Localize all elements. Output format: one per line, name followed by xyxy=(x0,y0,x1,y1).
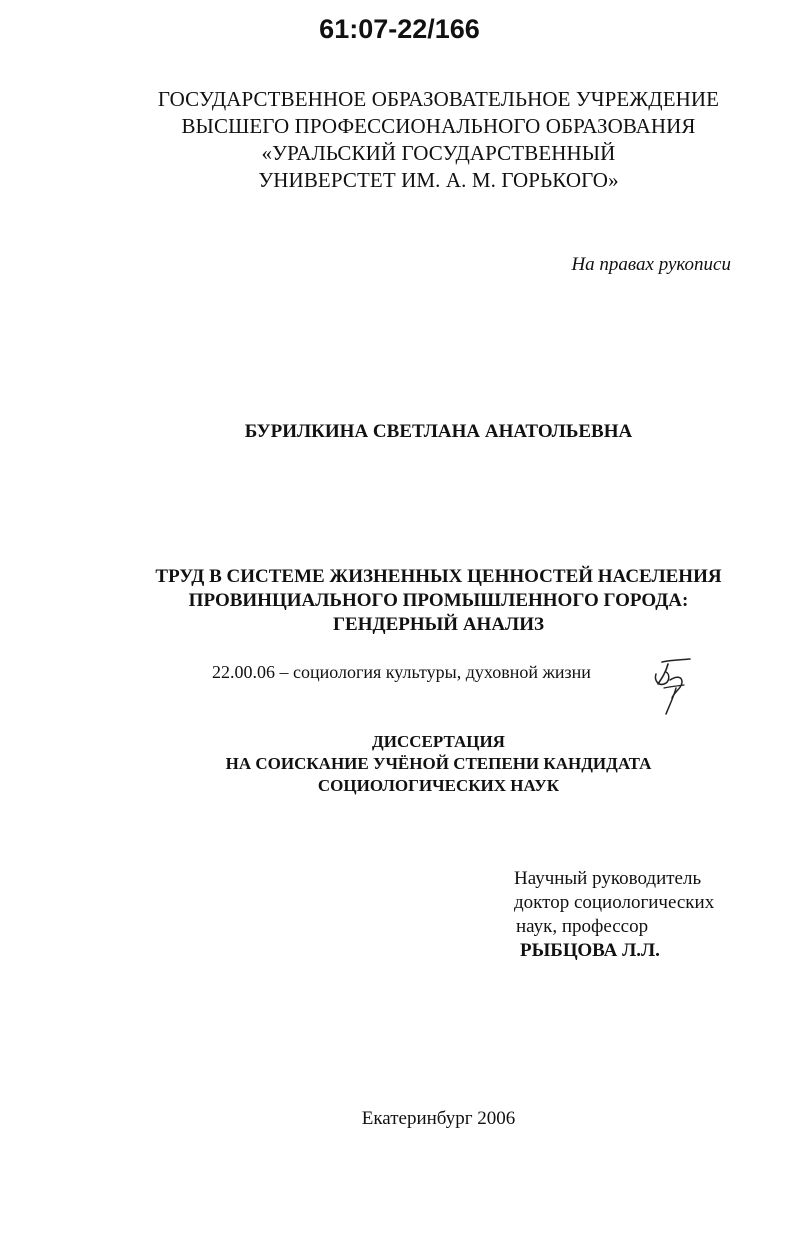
degree-line: НА СОИСКАНИЕ УЧЁНОЙ СТЕПЕНИ КАНДИДАТА xyxy=(225,754,652,773)
title-line: ПРОВИНЦИАЛЬНОГО ПРОМЫШЛЕННОГО ГОРОДА: xyxy=(188,590,689,611)
city-year: Екатеринбург 2006 xyxy=(361,1108,516,1129)
supervisor-degree-line: доктор социологических xyxy=(514,892,715,913)
institution-line: УНИВЕРСТЕТ ИМ. А. М. ГОРЬКОГО» xyxy=(258,168,619,192)
title-line: ТРУД В СИСТЕМЕ ЖИЗНЕННЫХ ЦЕННОСТЕЙ НАСЕЛЕНИЯ xyxy=(155,566,722,587)
dissertation-title xyxy=(0,565,793,637)
degree-line: ДИССЕРТАЦИЯ xyxy=(372,732,505,751)
supervisor-degree-line: наук, профессор xyxy=(516,916,649,937)
catalog-stamp: 61:07-22/166 xyxy=(319,14,480,44)
degree-line: СОЦИОЛОГИЧЕСКИХ НАУК xyxy=(317,776,560,795)
supervisor-name: РЫБЦОВА Л.Л. xyxy=(520,940,660,961)
author-name: БУРИЛКИНА СВЕТЛАНА АНАТОЛЬЕВНА xyxy=(244,421,633,442)
specialty-code: 22.00.06 – социология культуры, духовной жизни xyxy=(212,662,591,682)
institution-line: «УРАЛЬСКИЙ ГОСУДАРСТВЕННЫЙ xyxy=(261,141,616,165)
supervisor-block xyxy=(514,867,714,963)
dissertation-degree-block xyxy=(0,731,793,797)
title-line: ГЕНДЕРНЫЙ АНАЛИЗ xyxy=(332,614,545,635)
institution-header xyxy=(0,86,793,194)
handwritten-signature-icon xyxy=(648,654,694,720)
manuscript-rights-note: На правах рукописи xyxy=(571,254,731,275)
institution-line: ВЫСШЕГО ПРОФЕССИОНАЛЬНОГО ОБРАЗОВАНИЯ xyxy=(181,114,696,138)
supervisor-role: Научный руководитель xyxy=(514,868,702,889)
institution-line: ГОСУДАРСТВЕННОЕ ОБРАЗОВАТЕЛЬНОЕ УЧРЕЖДЕНИЕ xyxy=(157,87,720,111)
